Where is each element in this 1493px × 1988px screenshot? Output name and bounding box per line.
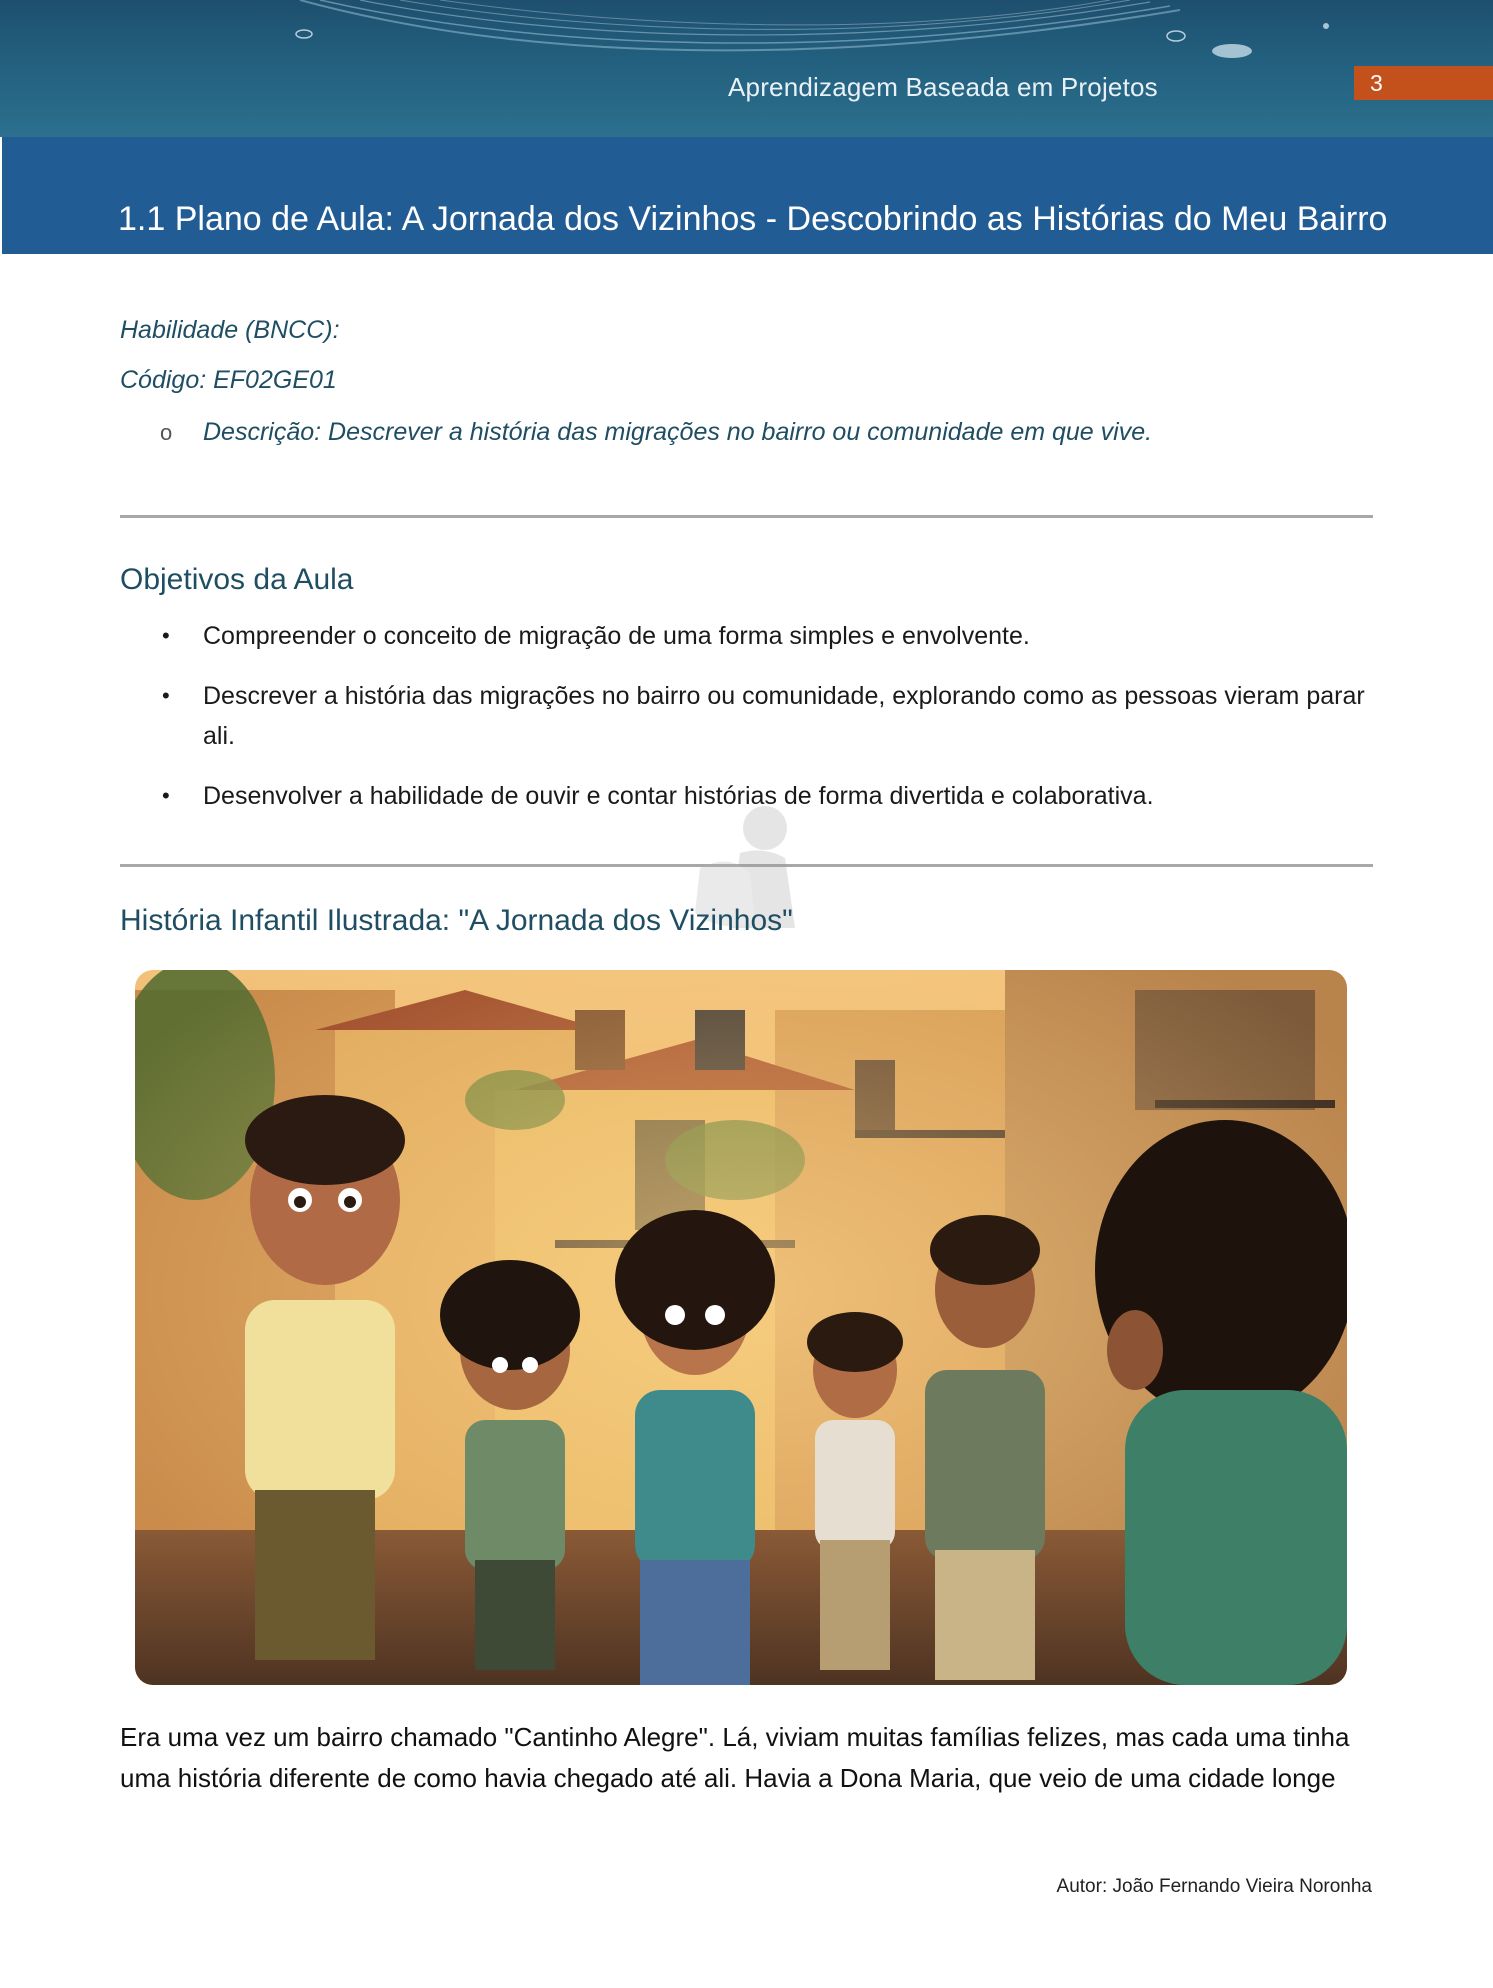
bullet-icon: • [162, 683, 170, 708]
section-divider [120, 515, 1373, 518]
page-number-badge [1354, 66, 1493, 100]
objective-text: Descrever a história das migrações no bairro ou comunidade, explorando como as pessoas vieram parar ali. [203, 682, 1365, 750]
list-item [120, 616, 1373, 656]
list-item [120, 676, 1373, 756]
habilidade-label: Habilidade (BNCC): [120, 316, 340, 344]
header-band [0, 0, 1493, 137]
character-child-small [807, 1312, 903, 1670]
list-marker-circle-icon: o [160, 420, 173, 445]
habilidade-description: Descrição: Descrever a história das migrações no bairro ou comunidade em que vive. [203, 418, 1153, 446]
objectives-heading: Objetivos da Aula [120, 563, 354, 596]
objective-text: Compreender o conceito de migração de uma forma simples e envolvente. [203, 622, 1030, 650]
character-man-right [925, 1215, 1045, 1680]
habilidade-code: Código: EF02GE01 [120, 366, 337, 394]
bullet-icon: • [162, 623, 170, 648]
objective-text: Desenvolver a habilidade de ouvir e contar histórias de forma divertida e colaborativa. [203, 782, 1154, 810]
running-title: Aprendizagem Baseada em Projetos [728, 72, 1158, 102]
header-wave-decoration [0, 0, 1493, 137]
page-number: 3 [1370, 69, 1383, 96]
story-heading: História Infantil Ilustrada: "A Jornada dos Vizinhos" [120, 904, 793, 937]
author-footer: Autor: João Fernando Vieira Noronha [1056, 1876, 1372, 1897]
story-illustration [135, 970, 1347, 1685]
story-paragraph: Era uma vez um bairro chamado "Cantinho Alegre". Lá, viviam muitas famílias felizes, mas cada uma tinha uma história diferente de como havia chegado até ali. Havia a Dona Maria, que veio de uma cidade longe [120, 1722, 1350, 1793]
page-title: 1.1 Plano de Aula: A Jornada dos Vizinhos - Descobrindo as Histórias do Meu Bairro [118, 200, 1388, 238]
bullet-icon: • [162, 783, 170, 808]
